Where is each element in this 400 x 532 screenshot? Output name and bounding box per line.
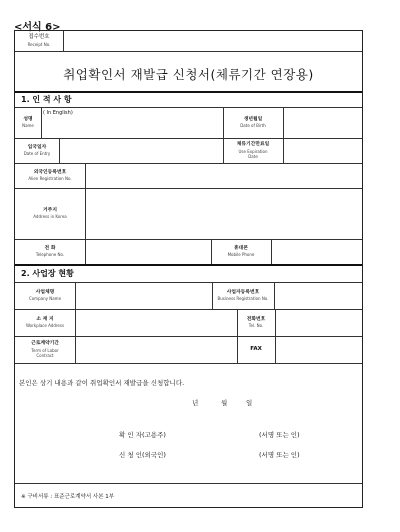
fax-field[interactable] xyxy=(276,338,361,362)
dob-label-cell xyxy=(223,108,283,138)
statement-text: 본인은 상기 내용과 같이 취업확인서 재발급을 신청합니다. xyxy=(19,379,185,387)
entry-date-field[interactable] xyxy=(60,140,222,162)
expiry-label-en2: Date xyxy=(248,153,258,159)
section1-heading: 1. 인 적 사 항 xyxy=(21,95,72,104)
entry-label-en: Date of Entry xyxy=(23,151,51,157)
required-docs-note: ※ 구비서류 : 표준근로계약서 사본 1부 xyxy=(21,494,115,500)
company-field[interactable] xyxy=(76,284,211,308)
tel-label-en: Tel. No. xyxy=(248,323,264,329)
location-field[interactable] xyxy=(76,311,236,335)
receipt-number-field[interactable] xyxy=(64,32,361,50)
expiry-label-cell xyxy=(223,139,283,163)
phone-label-en: Telephone No. xyxy=(35,252,65,258)
date-month-label: 월 xyxy=(221,399,228,407)
bizreg-label: 사업자등록번호 xyxy=(226,289,260,295)
dob-label-en: Date of Birth xyxy=(240,123,266,129)
confirmer-label: 확 인 자(고용주) xyxy=(119,431,166,439)
dob-field[interactable] xyxy=(284,109,361,137)
company-label: 사업체명 xyxy=(35,289,55,295)
applicant-sign-hint: (서명 또는 인) xyxy=(259,451,300,459)
form-title: 취업확인서 재발급 신청서(체류기간 연장용) xyxy=(63,67,314,82)
name-field[interactable] xyxy=(42,119,222,137)
application-form xyxy=(14,30,363,508)
receipt-label-en: Receipt No. xyxy=(27,42,51,48)
mobile-label-en: Mobile Phone xyxy=(227,252,255,258)
section2-heading: 2. 사업장 현황 xyxy=(21,269,74,278)
confirmer-sign-hint: (서명 또는 인) xyxy=(259,431,300,439)
bizreg-field[interactable] xyxy=(275,284,361,308)
mobile-label-cell xyxy=(211,240,271,264)
mobile-field[interactable] xyxy=(272,241,361,263)
tel-label-cell xyxy=(237,310,275,336)
name-label-en: Name xyxy=(22,123,34,129)
expiry-date-field[interactable] xyxy=(284,140,361,162)
phone-label-cell xyxy=(15,240,85,264)
contract-label-en: Term of Labor xyxy=(31,347,59,353)
location-label-cell xyxy=(15,310,75,336)
contract-label-cell xyxy=(15,337,75,363)
entry-label-cell xyxy=(15,139,59,163)
tel-label: 전화번호 xyxy=(246,316,266,322)
company-label-en: Company Name xyxy=(28,296,62,302)
applicant-signature-field[interactable] xyxy=(185,448,255,462)
entry-label: 입국일자 xyxy=(27,144,47,150)
phone-label: 전 화 xyxy=(44,245,56,251)
contract-label: 근로계약기간 xyxy=(31,341,59,347)
alien-label: 외국인등록번호 xyxy=(33,169,67,175)
address-label-en: Address in Korea xyxy=(33,214,67,220)
name-label: 성명 xyxy=(23,116,33,122)
address-label-cell xyxy=(15,189,85,239)
name-label-cell xyxy=(15,108,41,138)
date-day-label: 일 xyxy=(246,399,253,407)
date-year-label: 년 xyxy=(192,399,199,407)
address-field[interactable] xyxy=(86,190,361,238)
receipt-label: 접수번호 xyxy=(28,33,50,40)
contract-period-field[interactable] xyxy=(76,338,236,362)
confirmer-signature-field[interactable] xyxy=(185,428,255,442)
phone-field[interactable] xyxy=(86,241,210,263)
alien-label-en: Alien Registration No. xyxy=(28,176,72,182)
bizreg-label-cell xyxy=(212,283,274,309)
tel-field[interactable] xyxy=(276,311,361,335)
location-label: 소 재 지 xyxy=(36,316,54,322)
alien-label-cell xyxy=(15,164,85,188)
dob-label: 생년월일 xyxy=(243,116,263,122)
company-label-cell xyxy=(15,283,75,309)
expiry-label-en: Use Expiration xyxy=(238,148,268,154)
receipt-label-cell xyxy=(15,31,63,51)
bizreg-label-en: Business Registration No. xyxy=(217,296,269,302)
alien-registration-field[interactable] xyxy=(86,165,361,187)
mobile-label: 휴대폰 xyxy=(234,245,248,251)
fax-label: FAX xyxy=(250,346,262,353)
form-tag: <서식 6> xyxy=(14,22,61,33)
applicant-label: 신 청 인(외국인) xyxy=(119,451,166,459)
name-hint: ( In English) xyxy=(43,110,73,116)
fax-label-cell xyxy=(237,337,275,363)
contract-label-en2: Contract xyxy=(36,352,54,358)
location-label-en: Workplace Address xyxy=(25,323,65,329)
expiry-label: 체류기간만료일 xyxy=(236,142,270,148)
address-label: 거주지 xyxy=(43,207,57,213)
